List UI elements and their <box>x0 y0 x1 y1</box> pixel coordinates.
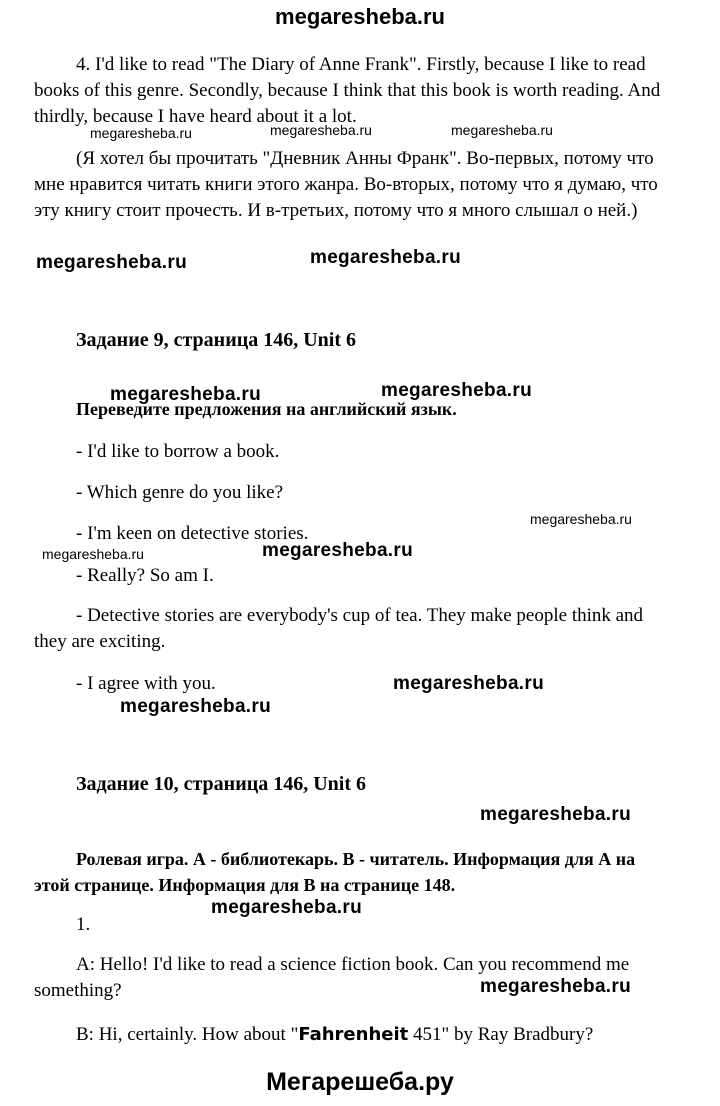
watermark-large: megaresheba.ru <box>480 804 631 825</box>
watermark-small: megaresheba.ru <box>530 511 632 527</box>
watermark-large: megaresheba.ru <box>262 540 413 561</box>
dialogue-line: - Really? So am I. <box>76 565 214 586</box>
watermark-large: megaresheba.ru <box>393 673 544 694</box>
watermark-small: megaresheba.ru <box>451 122 553 138</box>
watermark-large: megaresheba.ru <box>110 384 261 405</box>
watermark-large: megaresheba.ru <box>480 976 631 997</box>
dialogue-line-a: A: Hello! I'd like to read a science fiction book. Can you recommend me something? <box>34 954 630 1001</box>
task-10-heading: Задание 10, страница 146, Unit 6 <box>76 773 367 795</box>
dialogue-line: - I agree with you. <box>76 673 216 694</box>
dialogue-line-b <box>76 1022 593 1048</box>
dialogue-line-b-end: 451" by Ray Bradbury? <box>408 1024 594 1045</box>
dialogue-line-b-bold: Fahrenheit <box>298 1024 409 1045</box>
dialogue-line: - Which genre do you like? <box>76 482 283 503</box>
watermark-large: megaresheba.ru <box>310 247 461 268</box>
task-9-heading: Задание 9, страница 146, Unit 6 <box>76 329 357 351</box>
watermark-large: megaresheba.ru <box>36 252 187 273</box>
dialogue-line: - I'm keen on detective stories. <box>76 523 309 544</box>
watermark-small: megaresheba.ru <box>90 125 192 141</box>
watermark-top: megaresheba.ru <box>275 4 445 29</box>
dialogue-line: - I'd like to borrow a book. <box>76 441 280 462</box>
dialogue-number: 1. <box>76 914 91 935</box>
dialogue-line-b-start: B: Hi, certainly. How about " <box>76 1024 299 1045</box>
task-9-instruction: Переведите предложения на английский язык. <box>76 399 457 419</box>
dialogue-line <box>34 603 654 655</box>
paragraph-english-answer: 4. I'd like to read "The Diary of Anne Frank". Firstly, because I like to read books of this genre. Secondly, because I think that this book is worth reading. And thirdly, because I have heard about it a lot. <box>34 54 661 127</box>
dialogue-line-text: - Detective stories are everybody's cup of tea. They make people think and they are exciting. <box>34 605 644 652</box>
watermark-large: megaresheba.ru <box>381 380 532 401</box>
task-10-instruction: Ролевая игра. А - библиотекарь. В - читатель. Информация для А на этой странице. Информация для В на странице 148. <box>34 849 636 895</box>
watermark-large: megaresheba.ru <box>120 696 271 717</box>
watermark-large: megaresheba.ru <box>211 897 362 918</box>
watermark-small: megaresheba.ru <box>270 122 372 138</box>
watermark-bottom: Мегарешеба.ру <box>266 1068 454 1096</box>
paragraph-russian-translation: (Я хотел бы прочитать "Дневник Анны Франк". Во-первых, потому что мне нравится читать книги этого жанра. Во-вторых, потому что я думаю, что эту книгу стоит прочесть. И в-третьих, потому что я много слышал о ней.) <box>34 148 658 221</box>
watermark-small: megaresheba.ru <box>42 546 144 562</box>
